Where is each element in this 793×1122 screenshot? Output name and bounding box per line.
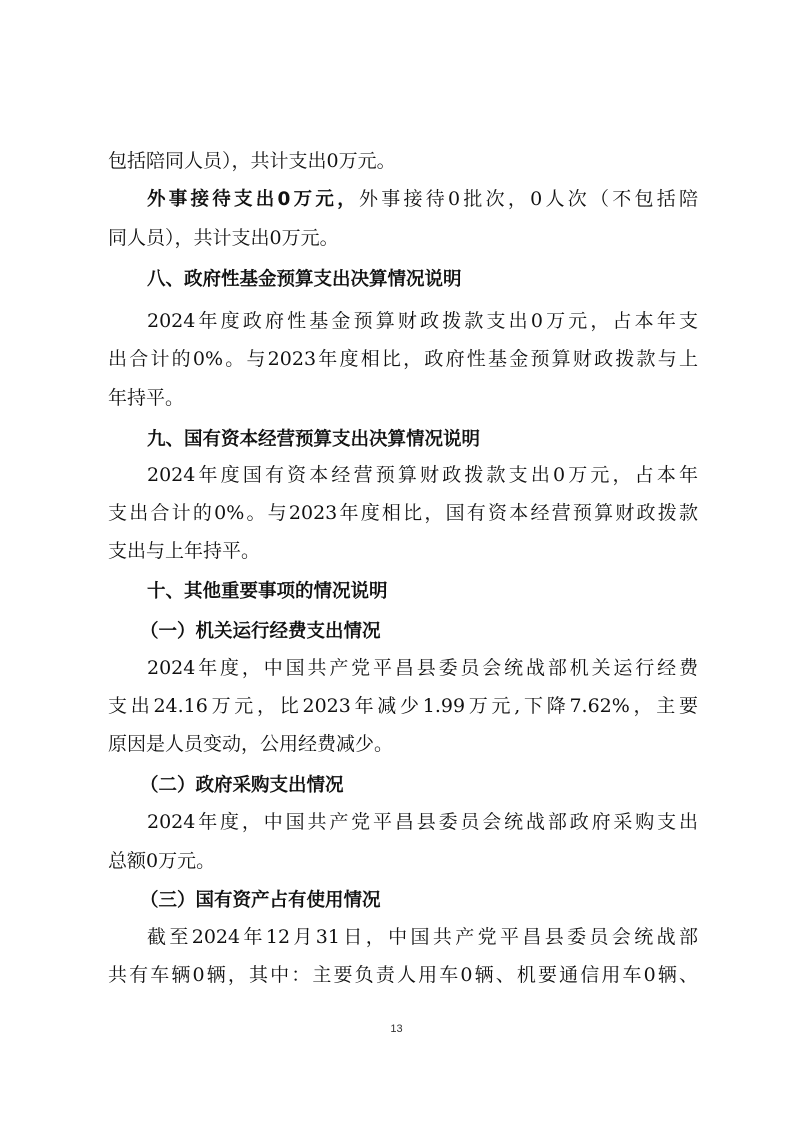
paragraph-line: 2024年度，中国共产党平昌县委员会统战部机关运行经费	[147, 657, 698, 679]
bold-lead-text: 外事接待支出0万元，	[147, 189, 359, 210]
paragraph-line: 2024年度国有资本经营预算财政拨款支出0万元，占本年	[147, 464, 698, 486]
paragraph-line	[147, 186, 698, 213]
subsection-heading-3: （三）国有资产占有使用情况	[140, 890, 381, 911]
paragraph-line: 原因是人员变动，公用经费减少。	[108, 733, 394, 755]
section-heading-9: 九、国有资本经营预算支出决算情况说明	[147, 429, 481, 450]
paragraph-line: 支出24.16万元，比2023年减少1.99万元,下降7.62%，主要	[108, 695, 698, 717]
paragraph-line: 总额0万元。	[108, 850, 216, 872]
section-heading-8: 八、政府性基金预算支出决算情况说明	[147, 269, 462, 290]
paragraph-line: 2024年度，中国共产党平昌县委员会统战部政府采购支出	[147, 811, 698, 833]
section-heading-10: 十、其他重要事项的情况说明	[147, 581, 388, 602]
subsection-heading-2: （二）政府采购支出情况	[140, 775, 344, 796]
paragraph-line: 2024年度政府性基金预算财政拨款支出0万元，占本年支	[147, 310, 698, 332]
paragraph-line: 支出与上年持平。	[108, 540, 261, 562]
paragraph-line: 截至2024年12月31日，中国共产党平昌县委员会统战部	[147, 926, 698, 948]
paragraph-line: 共有车辆0辆，其中：主要负责人用车0辆、机要通信用车0辆、	[108, 964, 698, 986]
paragraph-line: 支出合计的0%。与2023年度相比，国有资本经营预算财政拨款	[108, 502, 698, 524]
page-number: 13	[390, 1023, 403, 1035]
subsection-heading-1: （一）机关运行经费支出情况	[140, 621, 381, 642]
paragraph-line: 出合计的0%。与2023年度相比，政府性基金预算财政拨款与上	[108, 348, 698, 370]
paragraph-line: 包括陪同人员），共计支出0万元。	[108, 150, 396, 172]
paragraph-line: 同人员），共计支出0万元。	[108, 227, 339, 249]
paragraph-text: 外事接待0批次，0人次（不包括陪	[358, 188, 698, 210]
paragraph-line: 年持平。	[108, 387, 185, 409]
